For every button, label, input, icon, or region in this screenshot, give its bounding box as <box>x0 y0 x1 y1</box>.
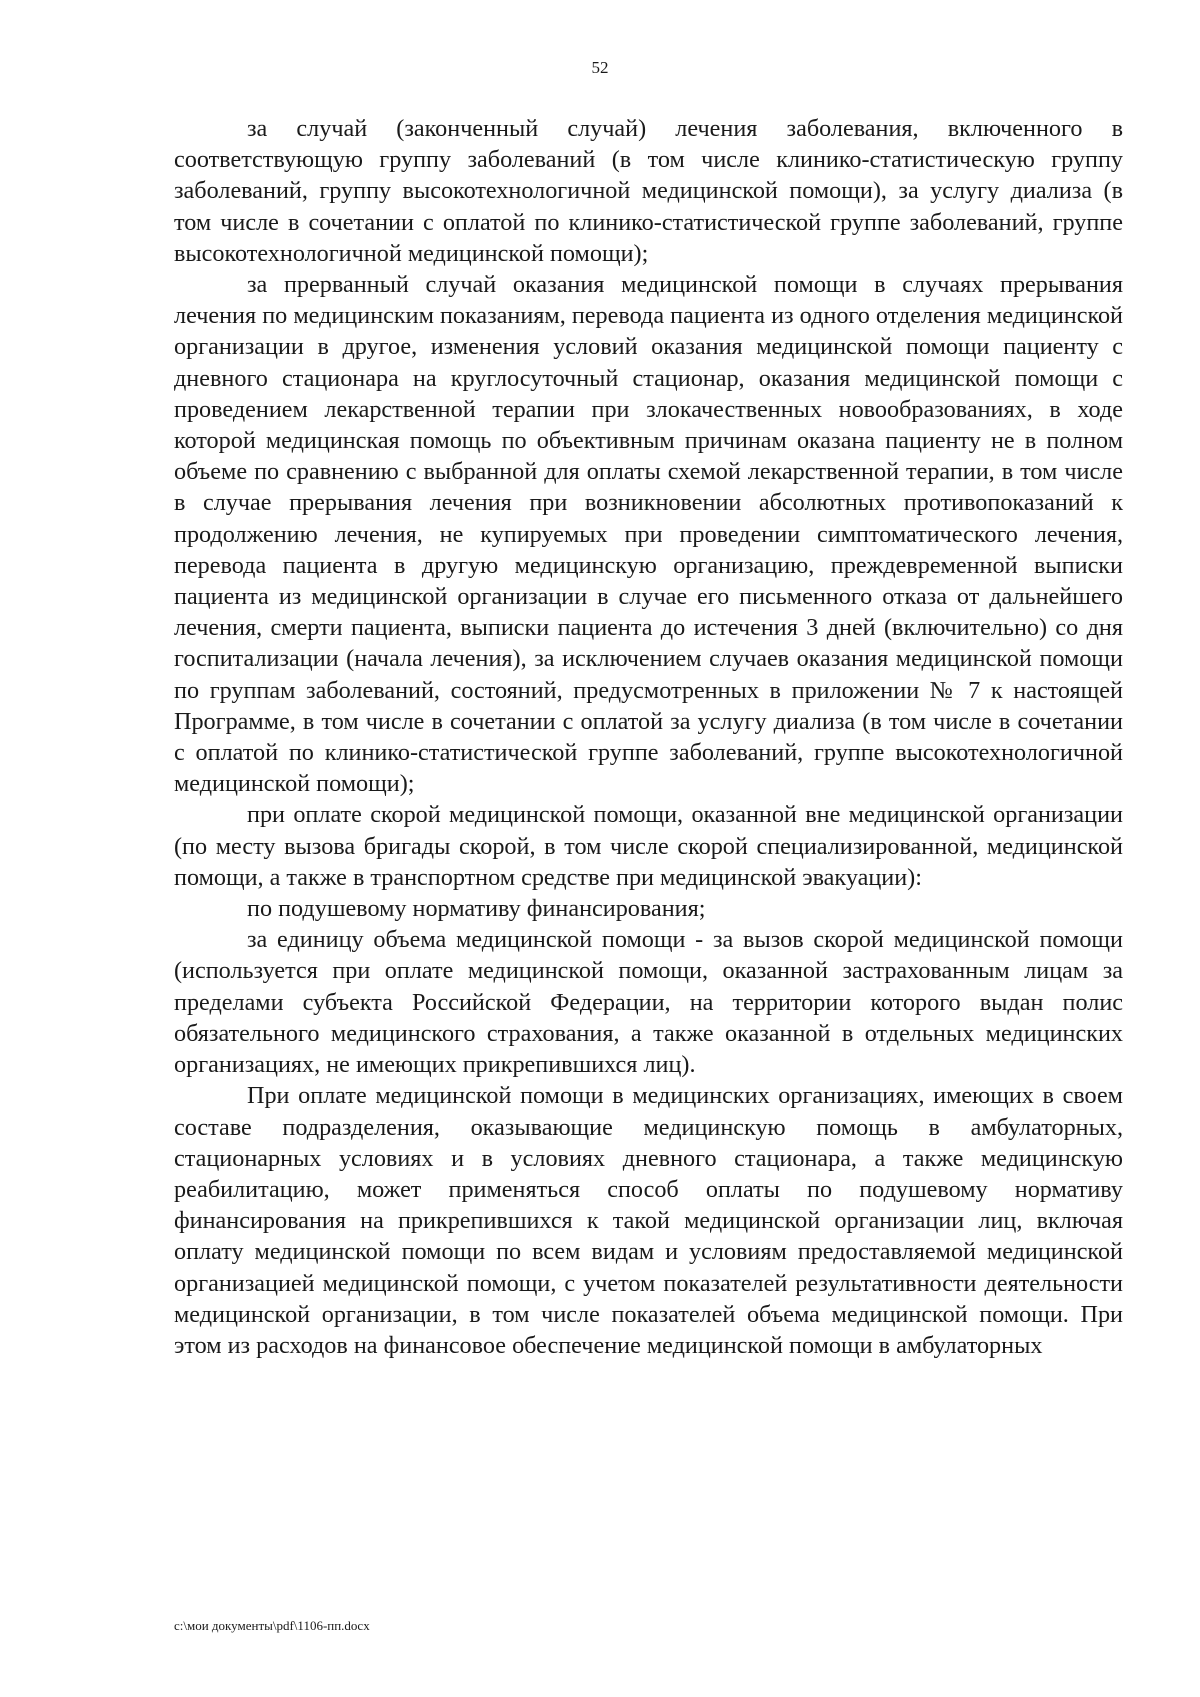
paragraph: при оплате скорой медицинской помощи, оказанной вне медицинской организации (по месту вызова бригады скорой, в том числе скорой специализированной, медицинской помощи, а также в транспортном средстве при медицинской эвакуации): <box>174 801 1123 891</box>
page-number: 52 <box>591 58 609 77</box>
footer-file-path: c:\мои документы\pdf\1106-пп.docx <box>174 1618 370 1633</box>
paragraph: по подушевому нормативу финансирования; <box>247 895 706 923</box>
document-body <box>174 113 1123 1361</box>
paragraph: за случай (законченный случай) лечения заболевания, включенного в соответствующую группу заболеваний (в том числе клинико-статистическую группу заболеваний, группу высокотехнологичной медицинской помощи), за услугу диализа (в том числе в сочетании с оплатой по клинико-статистической группе заболеваний, группе высокотехнологичной медицинской помощи); <box>174 115 1123 267</box>
paragraph: за прерванный случай оказания медицинской помощи в случаях прерывания лечения по медицинским показаниям, перевода пациента из одного отделения медицинской организации в другое, изменения условий оказания медицинской помощи пациенту с дневного стационара на круглосуточный стационар, оказания медицинской помощи с проведением лекарственной терапии при злокачественных новообразованиях, в ходе которой медицинская помощь по объективным причинам оказана пациенту не в полном объеме по сравнению с выбранной для оплаты схемой лекарственной терапии, в том числе в случае прерывания лечения при возникновении абсолютных противопоказаний к продолжению лечения, не купируемых при проведении симптоматического лечения, перевода пациента в другую медицинскую организацию, преждевременной выписки пациента из медицинской организации в случае его письменного отказа от дальнейшего лечения, смерти пациента, выписки пациента до истечения 3 дней (включительно) со дня госпитализации (начала лечения), за исключением случаев оказания медицинской помощи по группам заболеваний, состояний, предусмотренных в приложении № 7 к настоящей Программе, в том числе в сочетании с оплатой за услугу диализа (в том числе в сочетании с оплатой по клинико-статистической группе заболеваний, группе высокотехнологичной медицинской помощи); <box>174 271 1123 798</box>
paragraph: При оплате медицинской помощи в медицинских организациях, имеющих в своем составе подразделения, оказывающие медицинскую помощь в амбулаторных, стационарных условиях и в условиях дневного стационара, а также медицинскую реабилитацию, может применяться способ оплаты по подушевому нормативу финансирования на прикрепившихся к такой медицинской организации лиц, включая оплату медицинской помощи по всем видам и условиям предоставляемой медицинской организацией медицинской помощи, с учетом показателей результативности деятельности медицинской организации, в том числе показателей объема медицинской помощи. При этом из расходов на финансовое обеспечение медицинской помощи в амбулаторных <box>174 1082 1123 1359</box>
paragraph: за единицу объема медицинской помощи - за вызов скорой медицинской помощи (используется при оплате медицинской помощи, оказанной застрахованным лицам за пределами субъекта Российской Федерации, на территории которого выдан полис обязательного медицинского страхования, а также оказанной в отдельных медицинских организациях, не имеющих прикрепившихся лиц). <box>174 926 1123 1079</box>
